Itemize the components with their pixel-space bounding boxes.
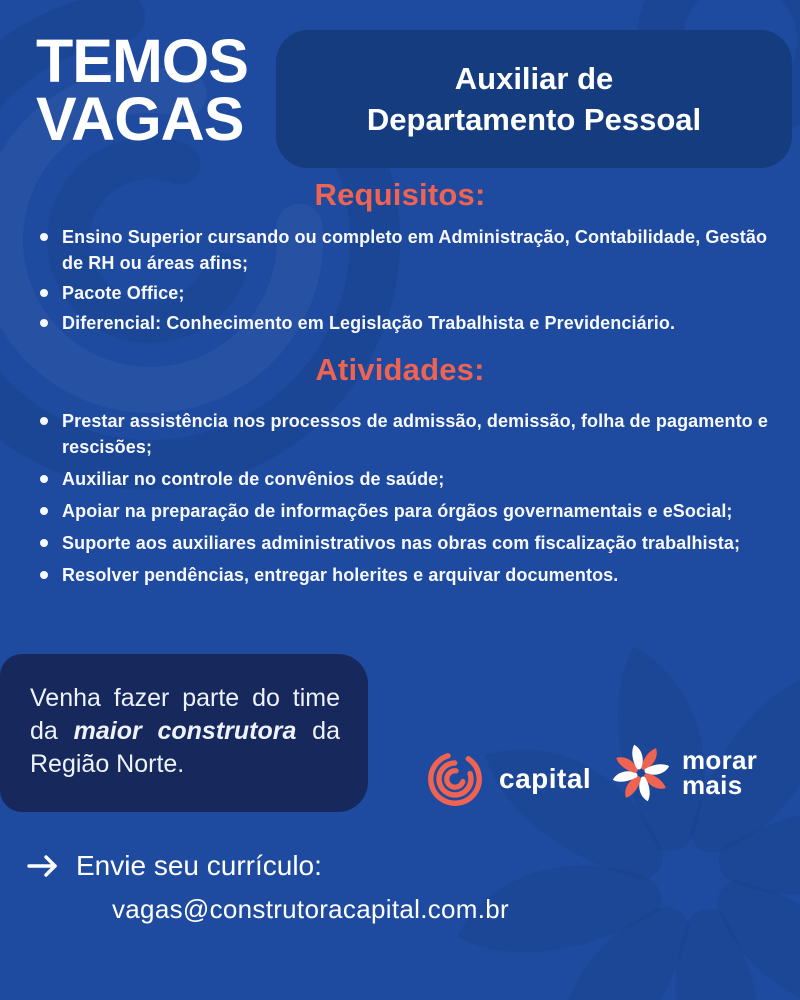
headline [36,27,248,153]
cta-text [30,682,340,781]
capital-spiral-c-icon [424,748,486,810]
footer-email: vagas@construtoracapital.com.br [112,894,509,924]
morar-mais-line1: morar [682,745,758,775]
list-item: Resolver pendências, entregar holerites e arquivar documentos. [36,562,768,588]
list-item: Suporte aos auxiliares administrativos nas obras com fiscalização trabalhista; [36,530,768,556]
atividades-list [36,408,768,594]
requisitos-list [36,224,768,340]
morar-mais-pinwheel-icon [612,744,670,802]
list-item: Pacote Office; [36,280,768,306]
footer-cta-label: Envie seu currículo: [76,850,322,881]
list-item: Ensino Superior cursando ou completo em Administração, Contabilidade, Gestão de RH ou áreas afins; [36,224,768,276]
atividades-heading: Atividades: [315,352,485,387]
right-arrow-icon [26,854,60,878]
list-item: Apoiar na preparação de informações para órgãos governamentais e eSocial; [36,498,768,524]
footer-cta [26,850,322,882]
cta-text-suffix: da Região Norte. [30,717,340,778]
job-title-line2: Departamento Pessoal [366,102,702,137]
list-item: Diferencial: Conhecimento em Legislação Trabalhista e Previdenciário. [36,310,768,336]
morar-mais-line2: mais [682,770,743,800]
requisitos-heading: Requisitos: [314,177,486,212]
cta-text-prefix: Venha fazer parte do time da [30,684,340,745]
cta-text-emphasis: maior construtora [73,717,297,745]
headline-line1: TEMOS [36,27,248,95]
job-title-panel [276,30,792,168]
headline-line2: VAGAS [36,85,244,153]
watermark-pinwheel-icon [450,640,800,1000]
job-title-line1: Auxiliar de [454,61,614,96]
capital-logo-label: capital [499,763,592,794]
morar-mais-logo-text [682,745,758,800]
list-item: Auxiliar no controle de convênios de saúde; [36,466,768,492]
list-item: Prestar assistência nos processos de admissão, demissão, folha de pagamento e rescisões; [36,408,768,460]
cta-box [0,654,368,812]
morar-mais-logo [612,744,757,802]
capital-logo [424,748,591,810]
